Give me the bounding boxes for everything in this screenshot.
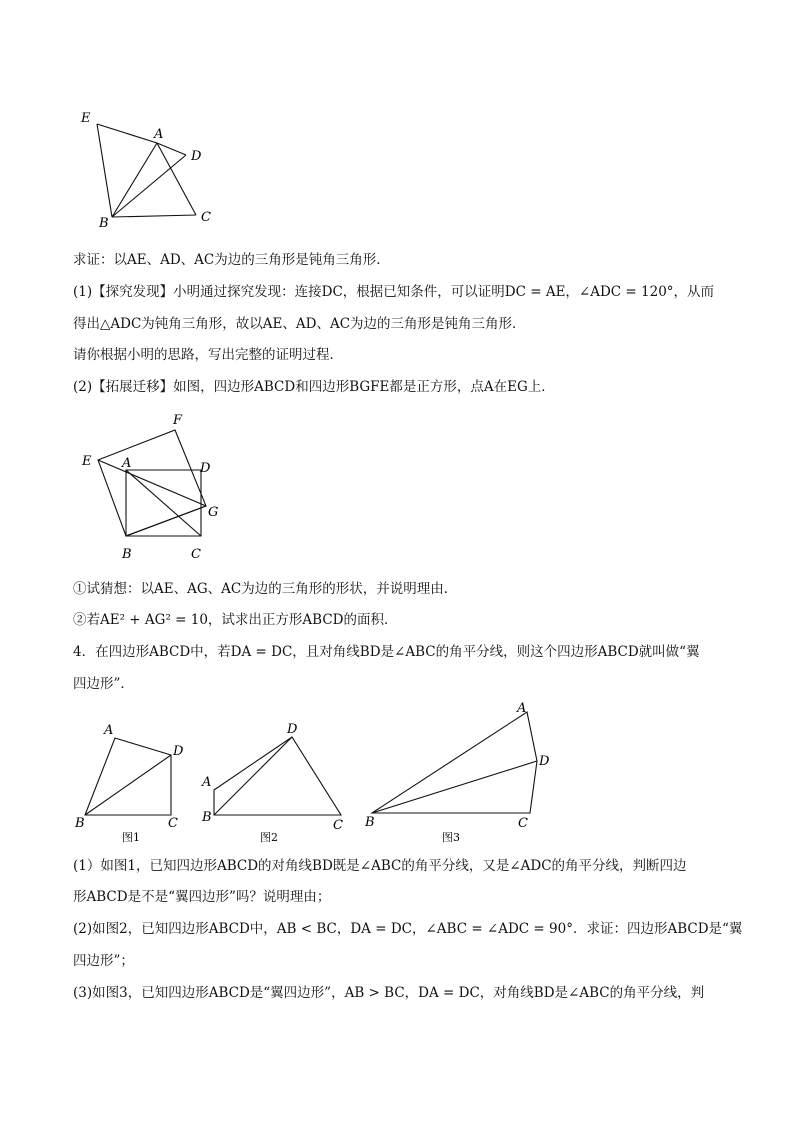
label-G: G <box>208 505 219 520</box>
figure-2 <box>78 408 228 568</box>
caption-3: 图3 <box>442 831 460 844</box>
fig1-label-C: C <box>168 816 178 831</box>
label-F: F <box>173 413 183 428</box>
q4-part3-line1: (3)如图3，已知四边形ABCD是“翼四边形”，AB > BC，DA = DC，对角线BD是∠ABC的角平分线，判 <box>73 985 705 1001</box>
label-C: C <box>191 547 201 562</box>
segment-EB <box>97 124 112 217</box>
segment-BD <box>112 155 186 217</box>
fig2-label-D: D <box>287 722 298 737</box>
fig3-label-B: B <box>365 815 375 830</box>
fig3-label-D: D <box>539 754 550 769</box>
label-B: B <box>99 216 109 231</box>
fig1-label-A: A <box>104 723 114 738</box>
q4-part1-line1: (1）如图1，已知四边形ABCD的对角线BD既是∠ABC的角平分线，又是∠ADC的角平分线，判断四边 <box>73 858 687 874</box>
segment-BC <box>112 215 196 217</box>
label-B: B <box>122 547 132 562</box>
fig2-label-C: C <box>333 818 343 833</box>
label-C: C <box>201 210 211 225</box>
segment-EA <box>97 124 157 143</box>
part2-line1: (2)【拓展迁移】如图，四边形ABCD和四边形BGFE都是正方形，点A在EG上． <box>73 379 555 395</box>
part1-line3: 请你根据小明的思路，写出完整的证明过程． <box>73 347 343 363</box>
sub-question-1: ①试猜想：以AE、AG、AC为边的三角形的形状，并说明理由． <box>73 581 458 597</box>
diag-1-BD <box>85 755 171 815</box>
fig2-label-B: B <box>202 810 212 825</box>
q4-part2-line1: (2)如图2，已知四边形ABCD中，AB < BC，DA = DC，∠ABC = ∠ADC = 90°．求证：四边形ABCD是“翼 <box>73 921 743 937</box>
segment-AD <box>157 143 186 155</box>
quad-2 <box>214 737 341 815</box>
diag-3-BD <box>372 761 537 813</box>
segment-AB <box>112 143 157 217</box>
fig1-label-D: D <box>173 744 184 759</box>
q4-line1: 4．在四边形ABCD中，若DA = DC，且对角线BD是∠ABC的角平分线，则这个四边形ABCD就叫做“翼 <box>73 644 700 660</box>
label-E: E <box>82 454 92 469</box>
q4-line2: 四边形”． <box>73 676 134 692</box>
label-E: E <box>81 111 91 126</box>
q4-part1-line2: 形ABCD是不是“翼四边形”吗？说明理由； <box>73 889 331 905</box>
label-D: D <box>191 149 202 164</box>
figure-1 <box>70 105 230 235</box>
figure-3 <box>70 695 570 850</box>
fig2-label-A: A <box>202 775 212 790</box>
part1-line2: 得出△ADC为钝角三角形，故以AE、AD、AC为边的三角形是钝角三角形． <box>73 316 526 332</box>
label-A: A <box>154 127 164 142</box>
proof-statement: 求证：以AE、AD、AC为边的三角形是钝角三角形． <box>73 252 390 268</box>
part1-line1: (1)【探究发现】小明通过探究发现：连接DC，根据已知条件，可以证明DC = AE，∠ADC = 120°，从而 <box>73 284 715 300</box>
label-D: D <box>200 461 211 476</box>
caption-2: 图2 <box>260 831 278 844</box>
fig3-label-C: C <box>518 816 528 831</box>
segment-BG <box>126 506 206 536</box>
fig1-label-B: B <box>75 816 85 831</box>
caption-1: 图1 <box>122 831 140 844</box>
segment-AC <box>126 470 201 536</box>
label-A: A <box>122 456 132 471</box>
q4-part2-line2: 四边形”； <box>73 953 134 969</box>
diag-2-BD <box>214 737 292 815</box>
quad-3 <box>372 712 537 813</box>
quad-1 <box>85 738 171 815</box>
sub-question-2: ②若AE² + AG² = 10，试求出正方形ABCD的面积． <box>73 612 398 628</box>
fig3-label-A: A <box>517 701 527 716</box>
